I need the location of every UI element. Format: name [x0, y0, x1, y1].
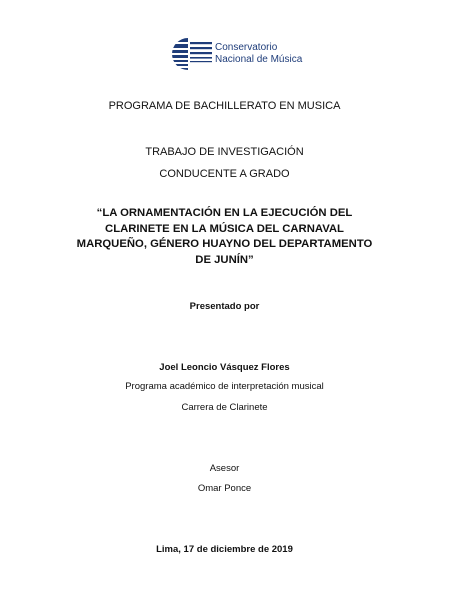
conservatorio-logo: [160, 36, 320, 72]
presented-by-label: Presentado por: [189, 301, 260, 312]
date-place: Lima, 17 de diciembre de 2019: [156, 544, 293, 555]
logo-wordmark: [215, 42, 302, 66]
logo-line-2: Nacional de Música: [215, 54, 303, 65]
thesis-title-line: MARQUEÑO, GÉNERO HUAYNO DEL DEPARTAMENTO: [76, 238, 373, 250]
career: Carrera de Clarinete: [181, 402, 268, 413]
program-heading: PROGRAMA DE BACHILLERATO EN MUSICA: [108, 100, 341, 112]
work-type-line-2: CONDUCENTE A GRADO: [159, 168, 290, 180]
conservatorio-logo-icon: [160, 36, 212, 72]
advisor-name: Omar Ponce: [197, 483, 252, 494]
advisor-label: Asesor: [209, 463, 240, 474]
thesis-title-line: DE JUNÍN”: [195, 253, 254, 266]
thesis-title-line: “LA ORNAMENTACIÓN EN LA EJECUCIÓN DEL: [96, 207, 353, 219]
academic-program: Programa académico de interpretación musical: [125, 381, 324, 392]
thesis-title-line: CLARINETE EN LA MÚSICA DEL CARNAVAL: [105, 222, 344, 235]
work-type-line-1: TRABAJO DE INVESTIGACIÓN: [145, 146, 304, 158]
thesis-title: [0, 206, 449, 268]
author-name: Joel Leoncio Vásquez Flores: [159, 362, 290, 373]
logo-line-1: Conservatorio: [215, 42, 278, 53]
